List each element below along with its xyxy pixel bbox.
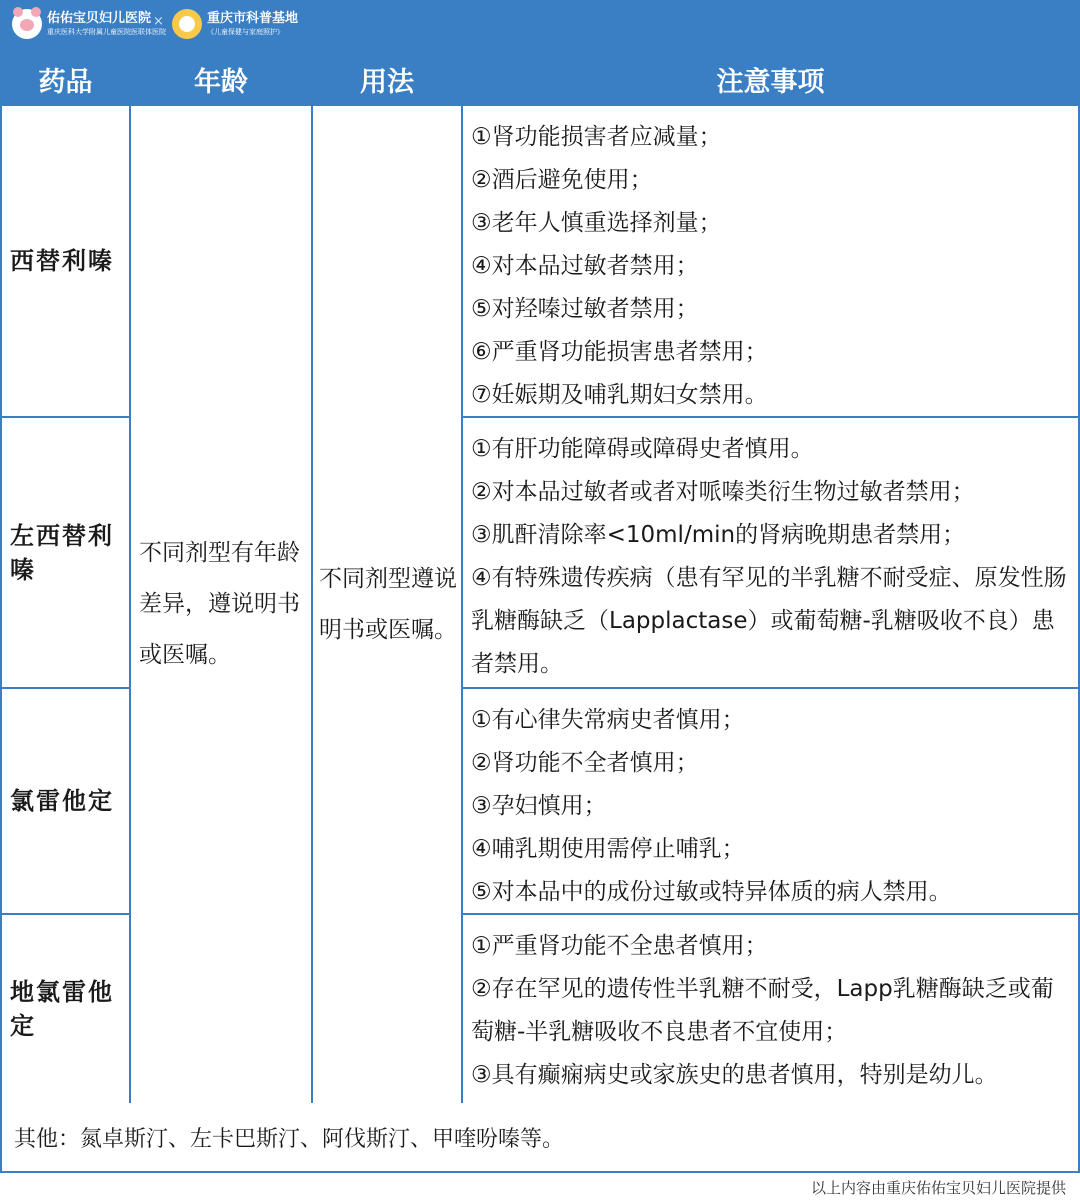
separator: × <box>153 14 164 29</box>
note-item: ③孕妇慎用； <box>471 793 607 819</box>
notes-cell <box>463 418 1080 687</box>
note-item: ④有特殊遗传疾病（患有罕见的半乳糖不耐受症、原发性肠乳糖酶缺乏（Lapplactase）或葡萄糖-乳糖吸收不良）患者禁用。 <box>471 565 1067 677</box>
science-base-name: 重庆市科普基地 <box>207 11 299 26</box>
drug-cell: 西替利嗪 <box>10 247 114 275</box>
note-item: ⑦妊娠期及哺乳期妇女禁用。 <box>471 382 768 408</box>
drug-table <box>0 52 1080 1103</box>
note-item: ④对本品过敏者禁用； <box>471 253 699 279</box>
other-drugs-row: 其他：氮卓斯汀、左卡巴斯汀、阿伐斯汀、甲喹吩嗪等。 <box>0 1103 1080 1173</box>
note-item: ③肌酐清除率<10ml/min的肾病晚期患者禁用； <box>471 522 966 548</box>
note-item: ⑤对羟嗪过敏者禁用； <box>471 296 699 322</box>
drug-cell: 氯雷他定 <box>10 787 114 815</box>
sun-icon <box>172 9 202 39</box>
note-item: ②肾功能不全者慎用； <box>471 750 699 776</box>
note-item: ④哺乳期使用需停止哺乳； <box>471 836 745 862</box>
usage-cell: 不同剂型遵说明书或医嘱。 <box>319 565 457 643</box>
note-item: ①严重肾功能不全患者慎用； <box>471 933 768 959</box>
source-credit: 以上内容由重庆佑佑宝贝妇儿医院提供 <box>810 1179 1066 1197</box>
notes-cell <box>463 689 1080 913</box>
age-cell: 不同剂型有年龄差异，遵说明书或医嘱。 <box>139 540 300 668</box>
drug-cell: 地氯雷他定 <box>10 978 114 1040</box>
drug-cell: 左西替利嗪 <box>10 521 114 584</box>
note-item: ③老年人慎重选择剂量； <box>471 210 722 236</box>
notes-cell <box>463 106 1080 416</box>
note-item: ⑥严重肾功能损害患者禁用； <box>471 339 768 365</box>
note-item: ⑤对本品中的成份过敏或特异体质的病人禁用。 <box>471 879 952 905</box>
note-item: ①有心律失常病史者慎用； <box>471 707 745 733</box>
note-item: ②对本品过敏者或者对哌嗪类衍生物过敏者禁用； <box>471 479 975 505</box>
col-header-drug: 药品 <box>2 52 129 106</box>
col-header-notes: 注意事项 <box>463 52 1078 106</box>
note-item: ①有肝功能障碍或障碍史者慎用。 <box>471 436 814 462</box>
science-base-subtitle: 《儿童保健与家庭照护》 <box>207 28 284 36</box>
hospital-name: 佑佑宝贝妇儿医院 <box>47 11 152 26</box>
note-item: ①肾功能损害者应减量； <box>471 124 722 150</box>
hospital-subtitle: 重庆医科大学附属儿童医院医联体医院 <box>47 28 166 36</box>
note-item: ②酒后避免使用； <box>471 167 653 193</box>
hospital-logo <box>12 9 166 39</box>
notes-cell <box>463 915 1080 1103</box>
note-item: ③具有癫痫病史或家族史的患者慎用，特别是幼儿。 <box>471 1062 998 1088</box>
bear-icon <box>12 9 42 39</box>
col-header-usage: 用法 <box>313 52 461 106</box>
science-base-logo <box>172 9 298 39</box>
header-bar <box>0 0 1080 52</box>
col-header-age: 年龄 <box>131 52 311 106</box>
note-item: ②存在罕见的遗传性半乳糖不耐受，Lapp乳糖酶缺乏或葡萄糖-半乳糖吸收不良患者不宜使用； <box>471 976 1054 1045</box>
